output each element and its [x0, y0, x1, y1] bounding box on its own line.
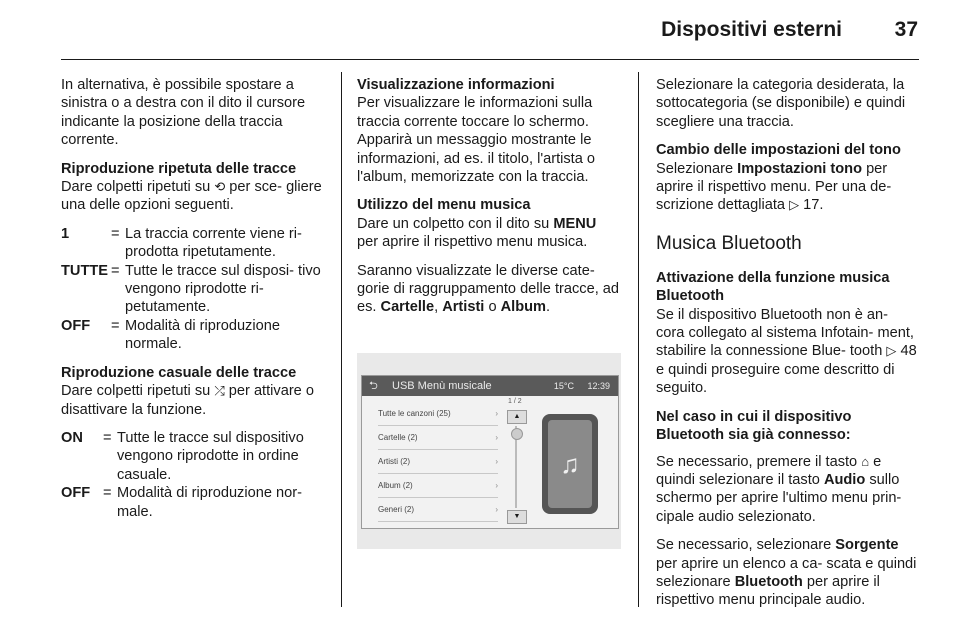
reference-arrow-icon: ▷	[789, 197, 800, 213]
activation-text: Se il dispositivo Bluetooth non è an- cora collegato al sistema Infotain- ment, stabilire la connessione Blue- tooth ▷ 48 e quindi proseguire come descritto di seguito.	[656, 306, 917, 397]
column-3	[656, 76, 920, 620]
categories-text: Saranno visualizzate le diverse cate- gorie di raggruppamento delle tracce, ad es. Cartelle, Artisti o Album.	[357, 262, 620, 316]
scroll-down-icon: ▼	[507, 510, 527, 524]
list-item: Artisti (2) ›	[378, 450, 498, 474]
temperature: 15°C	[553, 381, 574, 391]
connected-heading: Nel caso in cui il dispositivo Bluetooth sia già connesso:	[656, 408, 852, 444]
def-row: OFF = Modalità di riproduzione normale.	[61, 317, 280, 353]
activation-heading: Attivazione della funzione musica Bluetooth	[656, 269, 890, 305]
def-row: TUTTE = Tutte le tracce sul disposi- tivo vengono riprodotte ri- petutamente.	[61, 262, 321, 316]
chevron-right-icon: ›	[495, 433, 498, 442]
column-divider-2	[638, 72, 639, 607]
paragraph: Selezionare la categoria desiderata, la sottocategoria (se disponibile) e quindi scegliere una traccia.	[656, 77, 906, 130]
list-item: Cartelle (2) ›	[378, 426, 498, 450]
list-scrollbar	[507, 410, 525, 520]
reference-arrow-icon: ▷	[886, 343, 897, 359]
connected-text: Se necessario, premere il tasto ⌂ e quindi selezionare il tasto Audio sullo schermo per aprire l'ultimo menu prin- cipale audio selezionato.	[656, 453, 902, 525]
screen-title: USB Menù musicale	[392, 380, 492, 392]
column-2	[357, 76, 621, 327]
menu-text: Dare un colpetto con il dito su MENU per aprire il rispettivo menu musica.	[357, 215, 597, 251]
album-art	[542, 414, 598, 514]
chevron-right-icon: ›	[495, 505, 498, 514]
list-item: Album (2) ›	[378, 474, 498, 498]
page-number: 37	[894, 18, 918, 41]
repeat-icon: ⟲	[214, 179, 226, 195]
header-rule	[61, 59, 919, 60]
def-row: OFF = Modalità di riproduzione nor- male.	[61, 485, 302, 520]
home-audio-icon: ⌂	[861, 453, 870, 469]
def-row: 1 = La traccia corrente viene ri- prodotta ripetutamente.	[61, 225, 302, 261]
column-divider-1	[341, 72, 342, 607]
scroll-track	[515, 426, 517, 508]
source-text: Se necessario, selezionare Sorgente per aprire un elenco a ca- scata e quindi selezionare Bluetooth per aprire il rispettivo menu principale audio.	[656, 537, 917, 609]
paragraph: In alternativa, è possibile spostare a sinistra o a destra con il dito il cursore indicante la posizione della traccia corrente.	[61, 77, 306, 149]
repeat-options	[61, 225, 323, 354]
music-menu-list	[378, 402, 498, 522]
info-heading: Visualizzazione informazioni	[357, 77, 555, 93]
def-row: ON = Tutte le tracce sul dispositivo vengono riprodotte in ordine casuale.	[61, 429, 304, 483]
info-text: Per visualizzare le informazioni sulla traccia corrente toccare lo schermo. Apparirà un messaggio mostrante le informazioni, ad es. il titolo, l'artista o l'album, memorizzate con la traccia.	[357, 95, 596, 186]
shuffle-icon: ⤮	[214, 383, 225, 399]
infotainment-screen	[361, 375, 619, 529]
back-arrow-icon: ⮌	[369, 380, 378, 392]
scroll-knob	[511, 428, 523, 440]
tone-heading: Cambio delle impostazioni del tono	[656, 142, 901, 159]
repeat-heading: Riproduzione ripetuta delle tracce	[61, 160, 297, 177]
chevron-right-icon: ›	[495, 457, 498, 466]
list-item: Tutte le canzoni (25) ›	[378, 402, 498, 426]
usb-menu-screenshot	[357, 353, 621, 549]
chevron-right-icon: ›	[495, 481, 498, 490]
page-indicator: 1 / 2	[508, 398, 522, 405]
tone-text: Selezionare Impostazioni tono per aprire il rispettivo menu. Per una de- scrizione dettagliata ▷ 17.	[656, 160, 892, 214]
list-item: Generi (2) ›	[378, 498, 498, 522]
menu-heading: Utilizzo del menu musica	[357, 197, 531, 214]
page-header-title: Dispositivi esterni	[661, 18, 842, 41]
clock: 12:39	[587, 381, 610, 391]
chevron-right-icon: ›	[495, 409, 498, 418]
screen-title-bar	[362, 376, 618, 396]
scroll-up-icon: ▲	[507, 410, 527, 424]
shuffle-heading: Riproduzione casuale delle tracce	[61, 364, 297, 381]
shuffle-text: Dare colpetti ripetuti su ⤮ per attivare o disattivare la funzione.	[61, 383, 314, 418]
column-1	[61, 76, 323, 531]
repeat-text: Dare colpetti ripetuti su ⟲ per sce- gliere una delle opzioni seguenti.	[61, 179, 322, 214]
bluetooth-music-heading: Musica Bluetooth	[656, 232, 802, 254]
music-note-icon: ♫	[548, 420, 592, 508]
shuffle-options	[61, 429, 323, 521]
